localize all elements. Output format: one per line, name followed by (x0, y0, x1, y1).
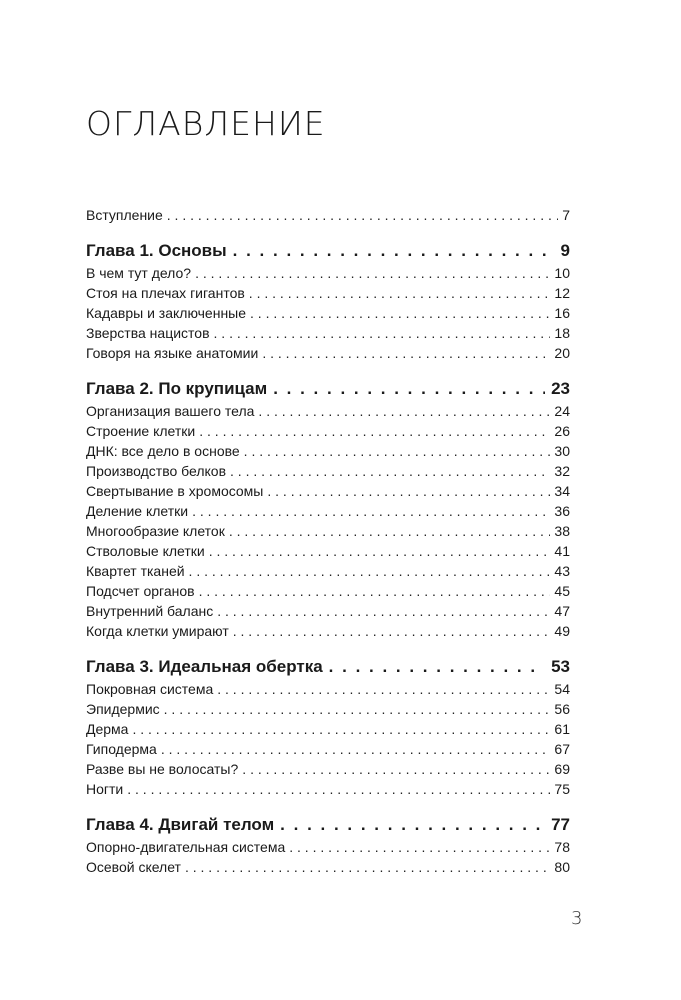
toc-entry-page: 49 (554, 623, 570, 639)
chapter-block (86, 813, 570, 877)
leader-dots (127, 779, 550, 799)
toc-entry-page: 32 (554, 463, 570, 479)
toc-entry-label: Опорно-двигательная система (86, 839, 286, 855)
toc-entry (86, 837, 570, 857)
toc-entry-label: Внутренний баланс (86, 603, 214, 619)
toc-entry (86, 501, 570, 521)
chapter-block (86, 377, 570, 641)
toc-entry-page: 20 (554, 345, 570, 361)
toc-entry-label: Стволовые клетки (86, 543, 205, 559)
chapter-page: 23 (551, 379, 570, 398)
leader-dots (267, 481, 550, 501)
toc-entry (86, 739, 570, 759)
toc-entry (86, 601, 570, 621)
toc-entry-page: 18 (554, 325, 570, 341)
leader-dots (192, 501, 550, 521)
chapter-block (86, 655, 570, 799)
toc-entry-intro (86, 205, 570, 225)
toc-entry-page: 41 (554, 543, 570, 559)
toc-entry-page: 45 (554, 583, 570, 599)
chapter-title: Глава 3. Идеальная обертка (86, 657, 323, 676)
toc-entry-label: Вступление (86, 207, 163, 223)
toc-entry-label: Гиподерма (86, 741, 157, 757)
toc-entry (86, 401, 570, 421)
leader-dots (214, 323, 551, 343)
toc-entry-label: Организация вашего тела (86, 403, 255, 419)
toc-entry-label: Свертывание в хромосомы (86, 483, 264, 499)
chapter-title: Глава 2. По крупицам (86, 379, 268, 398)
leader-dots (230, 461, 550, 481)
toc-entry-label: Зверства нацистов (86, 325, 210, 341)
toc-entry-page: 80 (554, 859, 570, 875)
toc-entry (86, 699, 570, 719)
toc-entry (86, 283, 570, 303)
leader-dots (161, 739, 551, 759)
toc-entry (86, 679, 570, 699)
chapter-heading (86, 377, 570, 401)
leader-dots (164, 699, 551, 719)
toc-entry-label: Строение клетки (86, 423, 196, 439)
toc-entry-label: Многообразие клеток (86, 523, 225, 539)
toc-entry-page: 12 (554, 285, 570, 301)
toc-entry (86, 779, 570, 799)
toc-entry-label: Говоря на языке анатомии (86, 345, 259, 361)
toc-entry (86, 263, 570, 283)
toc-entry-label: Эпидермис (86, 701, 160, 717)
leader-dots (217, 601, 550, 621)
chapter-page: 53 (551, 657, 570, 676)
chapter-heading (86, 655, 570, 679)
leader-dots (233, 621, 551, 641)
toc-entry (86, 561, 570, 581)
chapter-block (86, 239, 570, 363)
leader-dots (280, 813, 545, 837)
toc-entry (86, 441, 570, 461)
chapter-list (86, 239, 570, 877)
leader-dots (132, 719, 550, 739)
toc-entry (86, 857, 570, 877)
leader-dots (185, 857, 550, 877)
toc-entry (86, 581, 570, 601)
toc-entry-page: 47 (554, 603, 570, 619)
toc-entry-label: Кадавры и заключенные (86, 305, 247, 321)
leader-dots (244, 441, 551, 461)
toc-entry-label: Покровная система (86, 681, 214, 697)
toc-entry (86, 481, 570, 501)
toc-entry (86, 719, 570, 739)
leader-dots (195, 263, 550, 283)
toc-entry-page: 24 (554, 403, 570, 419)
toc-entry-page: 30 (554, 443, 570, 459)
table-of-contents (86, 205, 570, 877)
toc-entry-label: Осевой скелет (86, 859, 181, 875)
leader-dots (167, 205, 558, 225)
toc-entry-label: Производство белков (86, 463, 227, 479)
page-title: ОГЛАВЛЕНИЕ (86, 104, 326, 143)
toc-entry-page: 26 (554, 423, 570, 439)
toc-entry-page: 78 (554, 839, 570, 855)
leader-dots (289, 837, 550, 857)
chapter-title: Глава 4. Двигай телом (86, 815, 275, 834)
toc-entry-label: Разве вы не волосаты? (86, 761, 239, 777)
leader-dots (249, 283, 551, 303)
leader-dots (199, 421, 550, 441)
toc-entry-page: 34 (554, 483, 570, 499)
toc-entry (86, 343, 570, 363)
leader-dots (199, 581, 551, 601)
leader-dots (250, 303, 550, 323)
toc-entry (86, 521, 570, 541)
toc-entry-page: 38 (554, 523, 570, 539)
toc-entry-page: 16 (554, 305, 570, 321)
leader-dots (273, 377, 545, 401)
toc-entry-label: Когда клетки умирают (86, 623, 229, 639)
toc-entry-label: ДНК: все дело в основе (86, 443, 240, 459)
toc-entry-page: 56 (554, 701, 570, 717)
chapter-heading (86, 813, 570, 837)
chapter-page: 9 (560, 241, 570, 260)
toc-entry (86, 461, 570, 481)
leader-dots (233, 239, 555, 263)
toc-entry-label: Подсчет органов (86, 583, 195, 599)
leader-dots (189, 561, 551, 581)
toc-entry-page: 69 (554, 761, 570, 777)
toc-entry-label: Квартет тканей (86, 563, 185, 579)
toc-entry-page: 54 (554, 681, 570, 697)
toc-entry-page: 67 (554, 741, 570, 757)
leader-dots (258, 401, 550, 421)
leader-dots (229, 521, 551, 541)
toc-entry-page: 75 (554, 781, 570, 797)
toc-entry-label: Стоя на плечах гигантов (86, 285, 245, 301)
toc-entry (86, 303, 570, 323)
leader-dots (329, 655, 545, 679)
toc-entry (86, 621, 570, 641)
toc-entry-page: 43 (554, 563, 570, 579)
chapter-title: Глава 1. Основы (86, 241, 227, 260)
leader-dots (209, 541, 551, 561)
leader-dots (242, 759, 550, 779)
toc-entry (86, 541, 570, 561)
toc-entry-page: 61 (554, 721, 570, 737)
page-number: 3 (571, 908, 583, 929)
toc-entry-page: 7 (562, 207, 570, 223)
toc-entry-page: 10 (554, 265, 570, 281)
chapter-page: 77 (551, 815, 570, 834)
toc-entry-label: Дерма (86, 721, 129, 737)
toc-entry-page: 36 (554, 503, 570, 519)
toc-entry (86, 323, 570, 343)
toc-entry (86, 421, 570, 441)
leader-dots (262, 343, 550, 363)
chapter-heading (86, 239, 570, 263)
toc-entry (86, 759, 570, 779)
toc-entry-label: Деление клетки (86, 503, 189, 519)
leader-dots (217, 679, 550, 699)
toc-entry-label: В чем тут дело? (86, 265, 192, 281)
toc-entry-label: Ногти (86, 781, 124, 797)
